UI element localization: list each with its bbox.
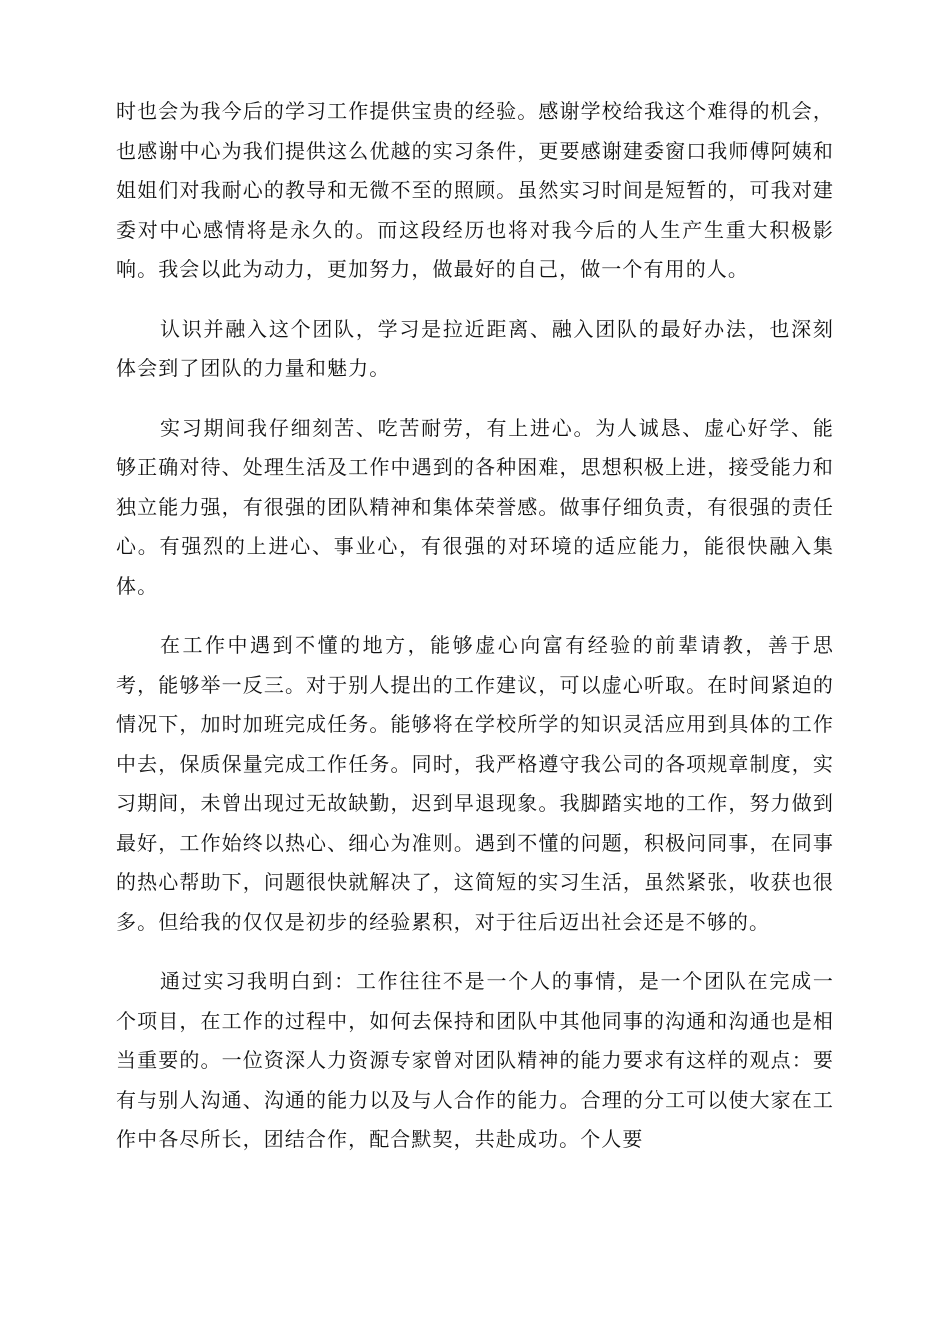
paragraph-team-integration: 认识并融入这个团队，学习是拉近距离、融入团队的最好办法，也深刻体会到了团队的力量和魅力。 (116, 316, 834, 380)
paragraph-continuation: 时也会为我今后的学习工作提供宝贵的经验。感谢学校给我这个难得的机会，也感谢中心为我们提供这么优越的实习条件，更要感谢建委窗口我师傅阿姨和姐姐们对我耐心的教导和无微不至的照顾。虽然实习时间是短暂的，可我对建委对中心感情将是永久的。而这段经历也将对我今后的人生产生重大积极影响。我会以此为动力，更加努力，做最好的自己，做一个有用的人。 (116, 99, 834, 281)
paragraph-work-experience: 在工作中遇到不懂的地方，能够虚心向富有经验的前辈请教，善于思考，能够举一反三。对于别人提出的工作建议，可以虚心听取。在时间紧迫的情况下，加时加班完成任务。能够将在学校所学的知识灵活应用到具体的工作中去，保质保量完成工作任务。同时，我严格遵守我公司的各项规章制度，实习期间，未曾出现过无故缺勤，迟到早退现象。我脚踏实地的工作，努力做到最好，工作始终以热心、细心为准则。遇到不懂的问题，积极问同事，在同事的热心帮助下，问题很快就解决了，这简短的实习生活，虽然紧张，收获也很多。但给我的仅仅是初步的经验累积，对于往后迈出社会还是不够的。 (116, 633, 834, 934)
paragraph-teamwork-lesson: 通过实习我明白到：工作往往不是一个人的事情，是一个团队在完成一个项目，在工作的过程中，如何去保持和团队中其他同事的沟通和沟通也是相当重要的。一位资深人力资源专家曾对团队精神的能力要求有这样的观点：要有与别人沟通、沟通的能力以及与人合作的能力。合理的分工可以使大家在工作中各尽所长，团结合作，配合默契，共赴成功。个人要 (116, 969, 834, 1151)
document-body (116, 92, 834, 1180)
paragraph-internship-attitude: 实习期间我仔细刻苦、吃苦耐劳，有上进心。为人诚恳、虚心好学、能够正确对待、处理生活及工作中遇到的各种困难，思想积极上进，接受能力和独立能力强，有很强的团队精神和集体荣誉感。做事仔细负责，有很强的责任心。有强烈的上进心、事业心，有很强的对环境的适应能力，能很快融入集体。 (116, 415, 834, 598)
